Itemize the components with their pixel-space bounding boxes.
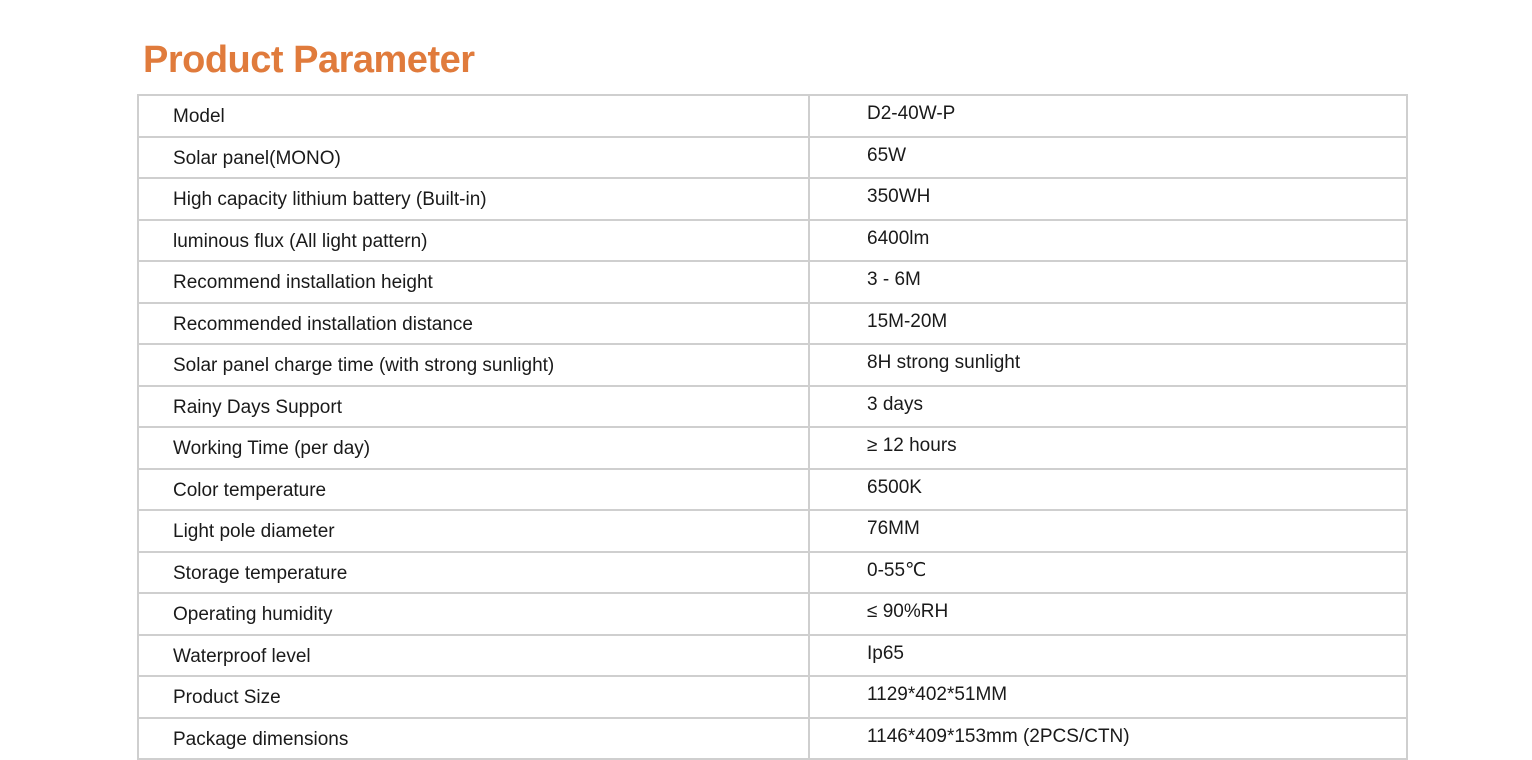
table-row [138,261,1407,303]
parameter-value: 350WH [809,178,1407,220]
parameter-label: luminous flux (All light pattern) [138,220,809,262]
parameter-label: Waterproof level [138,635,809,677]
parameter-label: Solar panel(MONO) [138,137,809,179]
parameter-label: Package dimensions [138,718,809,760]
table-row [138,469,1407,511]
parameter-label: Working Time (per day) [138,427,809,469]
parameter-value: D2-40W-P [809,95,1407,137]
parameter-label: Color temperature [138,469,809,511]
parameter-label: Light pole diameter [138,510,809,552]
page-title: Product Parameter [143,39,475,81]
parameter-value: 0-55℃ [809,552,1407,594]
parameter-label: Model [138,95,809,137]
parameter-value: 3 - 6M [809,261,1407,303]
table-row [138,593,1407,635]
parameter-value: 1146*409*153mm (2PCS/CTN) [809,718,1407,760]
parameter-value: 6500K [809,469,1407,511]
table-row [138,427,1407,469]
parameter-label: Recommended installation distance [138,303,809,345]
parameter-value: 8H strong sunlight [809,344,1407,386]
table-row [138,510,1407,552]
parameter-value: 65W [809,137,1407,179]
parameter-label: Storage temperature [138,552,809,594]
table-row [138,635,1407,677]
parameter-value: ≤ 90%RH [809,593,1407,635]
table-row [138,344,1407,386]
parameter-label: Product Size [138,676,809,718]
table-row [138,303,1407,345]
parameter-value: 3 days [809,386,1407,428]
parameter-label: High capacity lithium battery (Built-in) [138,178,809,220]
table-row [138,178,1407,220]
table-row [138,386,1407,428]
table-row [138,676,1407,718]
parameter-label: Operating humidity [138,593,809,635]
parameter-label: Solar panel charge time (with strong sunlight) [138,344,809,386]
parameter-value: ≥ 12 hours [809,427,1407,469]
parameter-table [137,94,1408,760]
parameter-value: Ip65 [809,635,1407,677]
parameter-value: 6400lm [809,220,1407,262]
parameter-label: Recommend installation height [138,261,809,303]
parameter-value: 1129*402*51MM [809,676,1407,718]
parameter-value: 15M-20M [809,303,1407,345]
table-row [138,552,1407,594]
table-row [138,95,1407,137]
table-row [138,137,1407,179]
table-row [138,220,1407,262]
parameter-label: Rainy Days Support [138,386,809,428]
parameter-value: 76MM [809,510,1407,552]
table-row [138,718,1407,760]
